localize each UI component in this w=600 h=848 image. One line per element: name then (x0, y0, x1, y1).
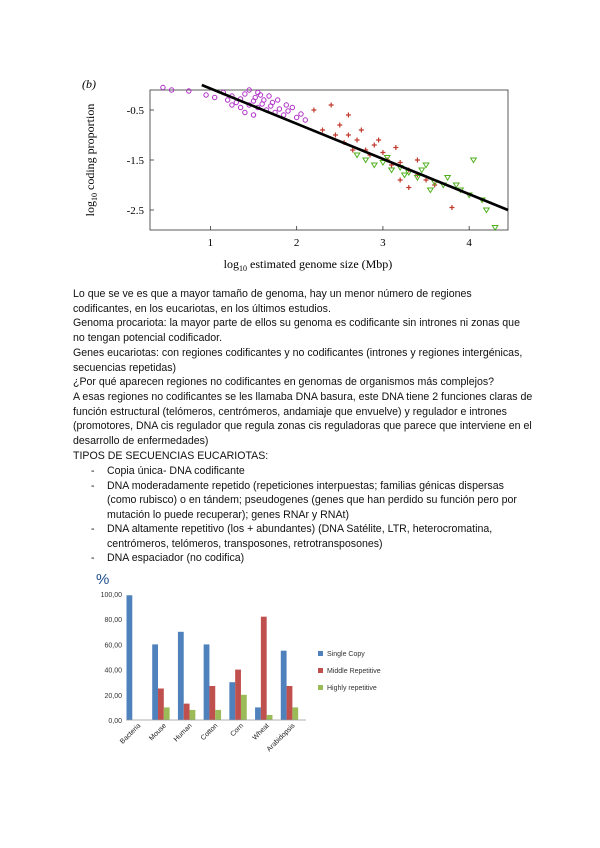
data-point-eukaryotes-red (346, 113, 351, 118)
legend-label: Highly repetitive (327, 685, 377, 692)
chart-title-percent: % (96, 571, 110, 588)
data-point-prokaryotes (256, 90, 260, 94)
list-item-text: DNA moderadamente repetido (repeticiones interpuestas; familias génicas dispersas (como rubisco) o en tándem; pseudogenes (genes que han perdido su función pero por mutación lo puede recuperar); genes RNAr y RNAt) (107, 479, 517, 521)
data-point-prokaryotes (238, 105, 242, 109)
bar-single-copy (229, 682, 235, 720)
data-point-prokaryotes (243, 110, 247, 114)
data-point-eukaryotes-green (492, 226, 498, 231)
plot-frame (150, 90, 508, 230)
bar-single-copy (127, 595, 133, 720)
data-point-eukaryotes-green (471, 158, 477, 163)
legend-label: Single Copy (327, 651, 365, 658)
legend-label: Middle Repetitive (327, 668, 381, 675)
bar-highly-repetitive (241, 695, 247, 720)
data-point-eukaryotes-red (376, 138, 381, 143)
data-point-eukaryotes-red (311, 108, 316, 113)
list-item-text: DNA espaciador (no codifica) (107, 552, 245, 564)
bar-single-copy (281, 651, 287, 720)
list-item (73, 479, 533, 523)
data-point-prokaryotes (277, 107, 281, 111)
panel-label: (b) (82, 77, 96, 91)
data-point-prokaryotes (284, 103, 288, 107)
genome-coding-scatter-chart (70, 72, 520, 282)
data-point-prokaryotes (267, 94, 271, 98)
bar-y-tick-label: 20,00 (104, 692, 122, 700)
paragraph-junk-dna: A esas regiones no codificantes se les llamaba DNA basura, este DNA tiene 2 funciones claras de función estructural (telómeros, centrómeros, andamiaje que envuelve) y regulador e intrones (promotores, DNA cis regulador que regula zonas cis reguladoras que parece que interviene en el desarrollo de enfermedades) (73, 390, 533, 448)
bar-single-copy (204, 644, 210, 720)
bar-y-axis-ticks (101, 592, 123, 725)
bar-middle-repetitive (158, 689, 164, 721)
list-dash: - (91, 523, 95, 535)
bar-highly-repetitive (164, 707, 170, 720)
bar-single-copy (178, 632, 184, 720)
data-point-prokaryotes (299, 112, 303, 116)
bar-highly-repetitive (215, 710, 221, 720)
data-point-prokaryotes (243, 92, 247, 96)
data-point-eukaryotes-red (406, 185, 411, 190)
data-point-eukaryotes-green (363, 158, 369, 163)
list-item-text: Copia única- DNA codificante (107, 465, 245, 477)
data-point-prokaryotes (187, 89, 191, 93)
data-point-eukaryotes-green (380, 161, 386, 166)
data-point-eukaryotes-red (380, 150, 385, 155)
legend-swatch (318, 651, 323, 656)
bar-y-tick-label: 60,00 (104, 642, 122, 650)
y-tick-label: -1.5 (126, 155, 144, 167)
data-point-eukaryotes-red (355, 138, 360, 143)
data-point-prokaryotes (290, 105, 294, 109)
data-point-eukaryotes-red (398, 178, 403, 183)
y-axis-label: $\log_{10}$ coding proportion (83, 103, 99, 217)
data-point-eukaryotes-green (484, 208, 490, 213)
y-tick-label: -2.5 (126, 205, 144, 217)
paragraph-prokaryote: Genoma procariota: la mayor parte de ellos su genoma es codificante sin intrones ni zonas que no tengan potencial codificador. (73, 317, 520, 345)
bar-x-label: Corn (229, 722, 246, 739)
x-axis-label: $\log_{10}$ estimated genome size (Mbp) (223, 257, 393, 273)
data-point-eukaryotes-green (402, 173, 408, 178)
data-point-eukaryotes-red (415, 158, 420, 163)
bar-single-copy (255, 707, 261, 720)
section-heading: TIPOS DE SECUENCIAS EUCARIOTAS: (73, 449, 269, 462)
data-point-prokaryotes (303, 118, 307, 122)
data-point-prokaryotes (225, 98, 229, 102)
x-tick-label: 2 (293, 237, 300, 249)
legend-swatch (318, 668, 323, 673)
data-point-prokaryotes (258, 93, 262, 97)
bar-middle-repetitive (235, 670, 241, 720)
bar-legend (318, 651, 381, 692)
data-point-eukaryotes-green (428, 188, 434, 193)
bar-highly-repetitive (292, 707, 298, 720)
bar-highly-repetitive (190, 710, 196, 720)
bar-x-label: Arabidopsis (265, 722, 297, 754)
bar-single-copy (152, 644, 158, 720)
list-item (73, 522, 533, 551)
bar-y-tick-label: 80,00 (104, 617, 122, 625)
bar-middle-repetitive (209, 686, 215, 720)
list-item (73, 464, 533, 479)
data-point-prokaryotes (286, 109, 290, 113)
repetitive-dna-bar-chart (88, 570, 508, 760)
x-tick-label: 3 (380, 237, 386, 249)
data-point-eukaryotes-red (333, 133, 338, 138)
scatter-points (161, 85, 498, 230)
data-point-eukaryotes-green (389, 168, 395, 173)
data-point-eukaryotes-red (359, 128, 364, 133)
legend-swatch (318, 685, 323, 690)
bar-y-tick-label: 100,00 (100, 592, 122, 599)
data-point-eukaryotes-red (329, 103, 334, 108)
bar-middle-repetitive (184, 704, 190, 720)
x-axis-ticks (208, 226, 473, 249)
bar-middle-repetitive (261, 617, 267, 720)
data-point-eukaryotes-green (371, 163, 377, 168)
data-point-eukaryotes-red (337, 123, 342, 128)
data-point-eukaryotes-green (423, 163, 429, 168)
list-dash: - (91, 479, 95, 492)
data-point-prokaryotes (262, 98, 266, 102)
data-point-eukaryotes-red (393, 145, 398, 150)
x-tick-label: 1 (207, 237, 214, 249)
body-text (73, 287, 533, 463)
data-point-eukaryotes-red (346, 133, 351, 138)
bar-x-label: Mouse (148, 722, 168, 743)
bar-x-label: Human (172, 722, 194, 744)
list-item-text: DNA altamente repetitivo (los + abundantes) (DNA Satélite, LTR, heterocromatina, centrómeros, telómeros, transposones, retrotransposones) (107, 523, 493, 550)
data-point-prokaryotes (161, 85, 165, 89)
bar-y-tick-label: 0,00 (108, 718, 122, 725)
data-point-prokaryotes (212, 95, 216, 99)
data-point-eukaryotes-red (372, 143, 377, 148)
y-tick-label: -0.5 (126, 105, 144, 117)
data-point-eukaryotes-green (445, 176, 451, 181)
list-dash: - (91, 552, 95, 564)
list-item (73, 551, 533, 566)
trend-line (202, 85, 508, 210)
bar-middle-repetitive (287, 686, 293, 720)
data-point-prokaryotes (204, 93, 208, 97)
list-dash: - (91, 465, 95, 477)
bar-x-label: Cotton (199, 722, 220, 742)
bar-highly-repetitive (267, 715, 273, 720)
x-tick-label: 4 (466, 237, 472, 249)
data-point-prokaryotes (294, 115, 298, 119)
data-point-eukaryotes-red (449, 205, 454, 210)
data-point-eukaryotes-red (320, 128, 325, 133)
paragraph-question: ¿Por qué aparecen regiones no codificantes en genomas de organismos más complejos? (73, 376, 495, 389)
bar-x-axis-labels (119, 722, 297, 753)
sequence-types-list (73, 464, 533, 566)
bar-x-label: Wheat (251, 722, 271, 742)
paragraph-eukaryote-genes: Genes eucariotas: con regiones codificantes y no codificantes (intrones y regiones intergénicas, secuencias repetidas) (73, 346, 523, 374)
data-point-prokaryotes (230, 103, 234, 107)
data-point-prokaryotes (251, 113, 255, 117)
data-point-eukaryotes-green (354, 153, 360, 158)
data-point-eukaryotes-green (419, 168, 425, 173)
paragraph-genome-size: Lo que se ve es que a mayor tamaño de genoma, hay un menor número de regiones codificantes, en los eucariotas, en los últimos estudios. (73, 288, 472, 315)
bar-x-label: Bacteria (119, 722, 143, 746)
data-point-prokaryotes (275, 98, 279, 102)
bar-series (127, 595, 299, 720)
bar-y-tick-label: 40,00 (104, 667, 122, 675)
